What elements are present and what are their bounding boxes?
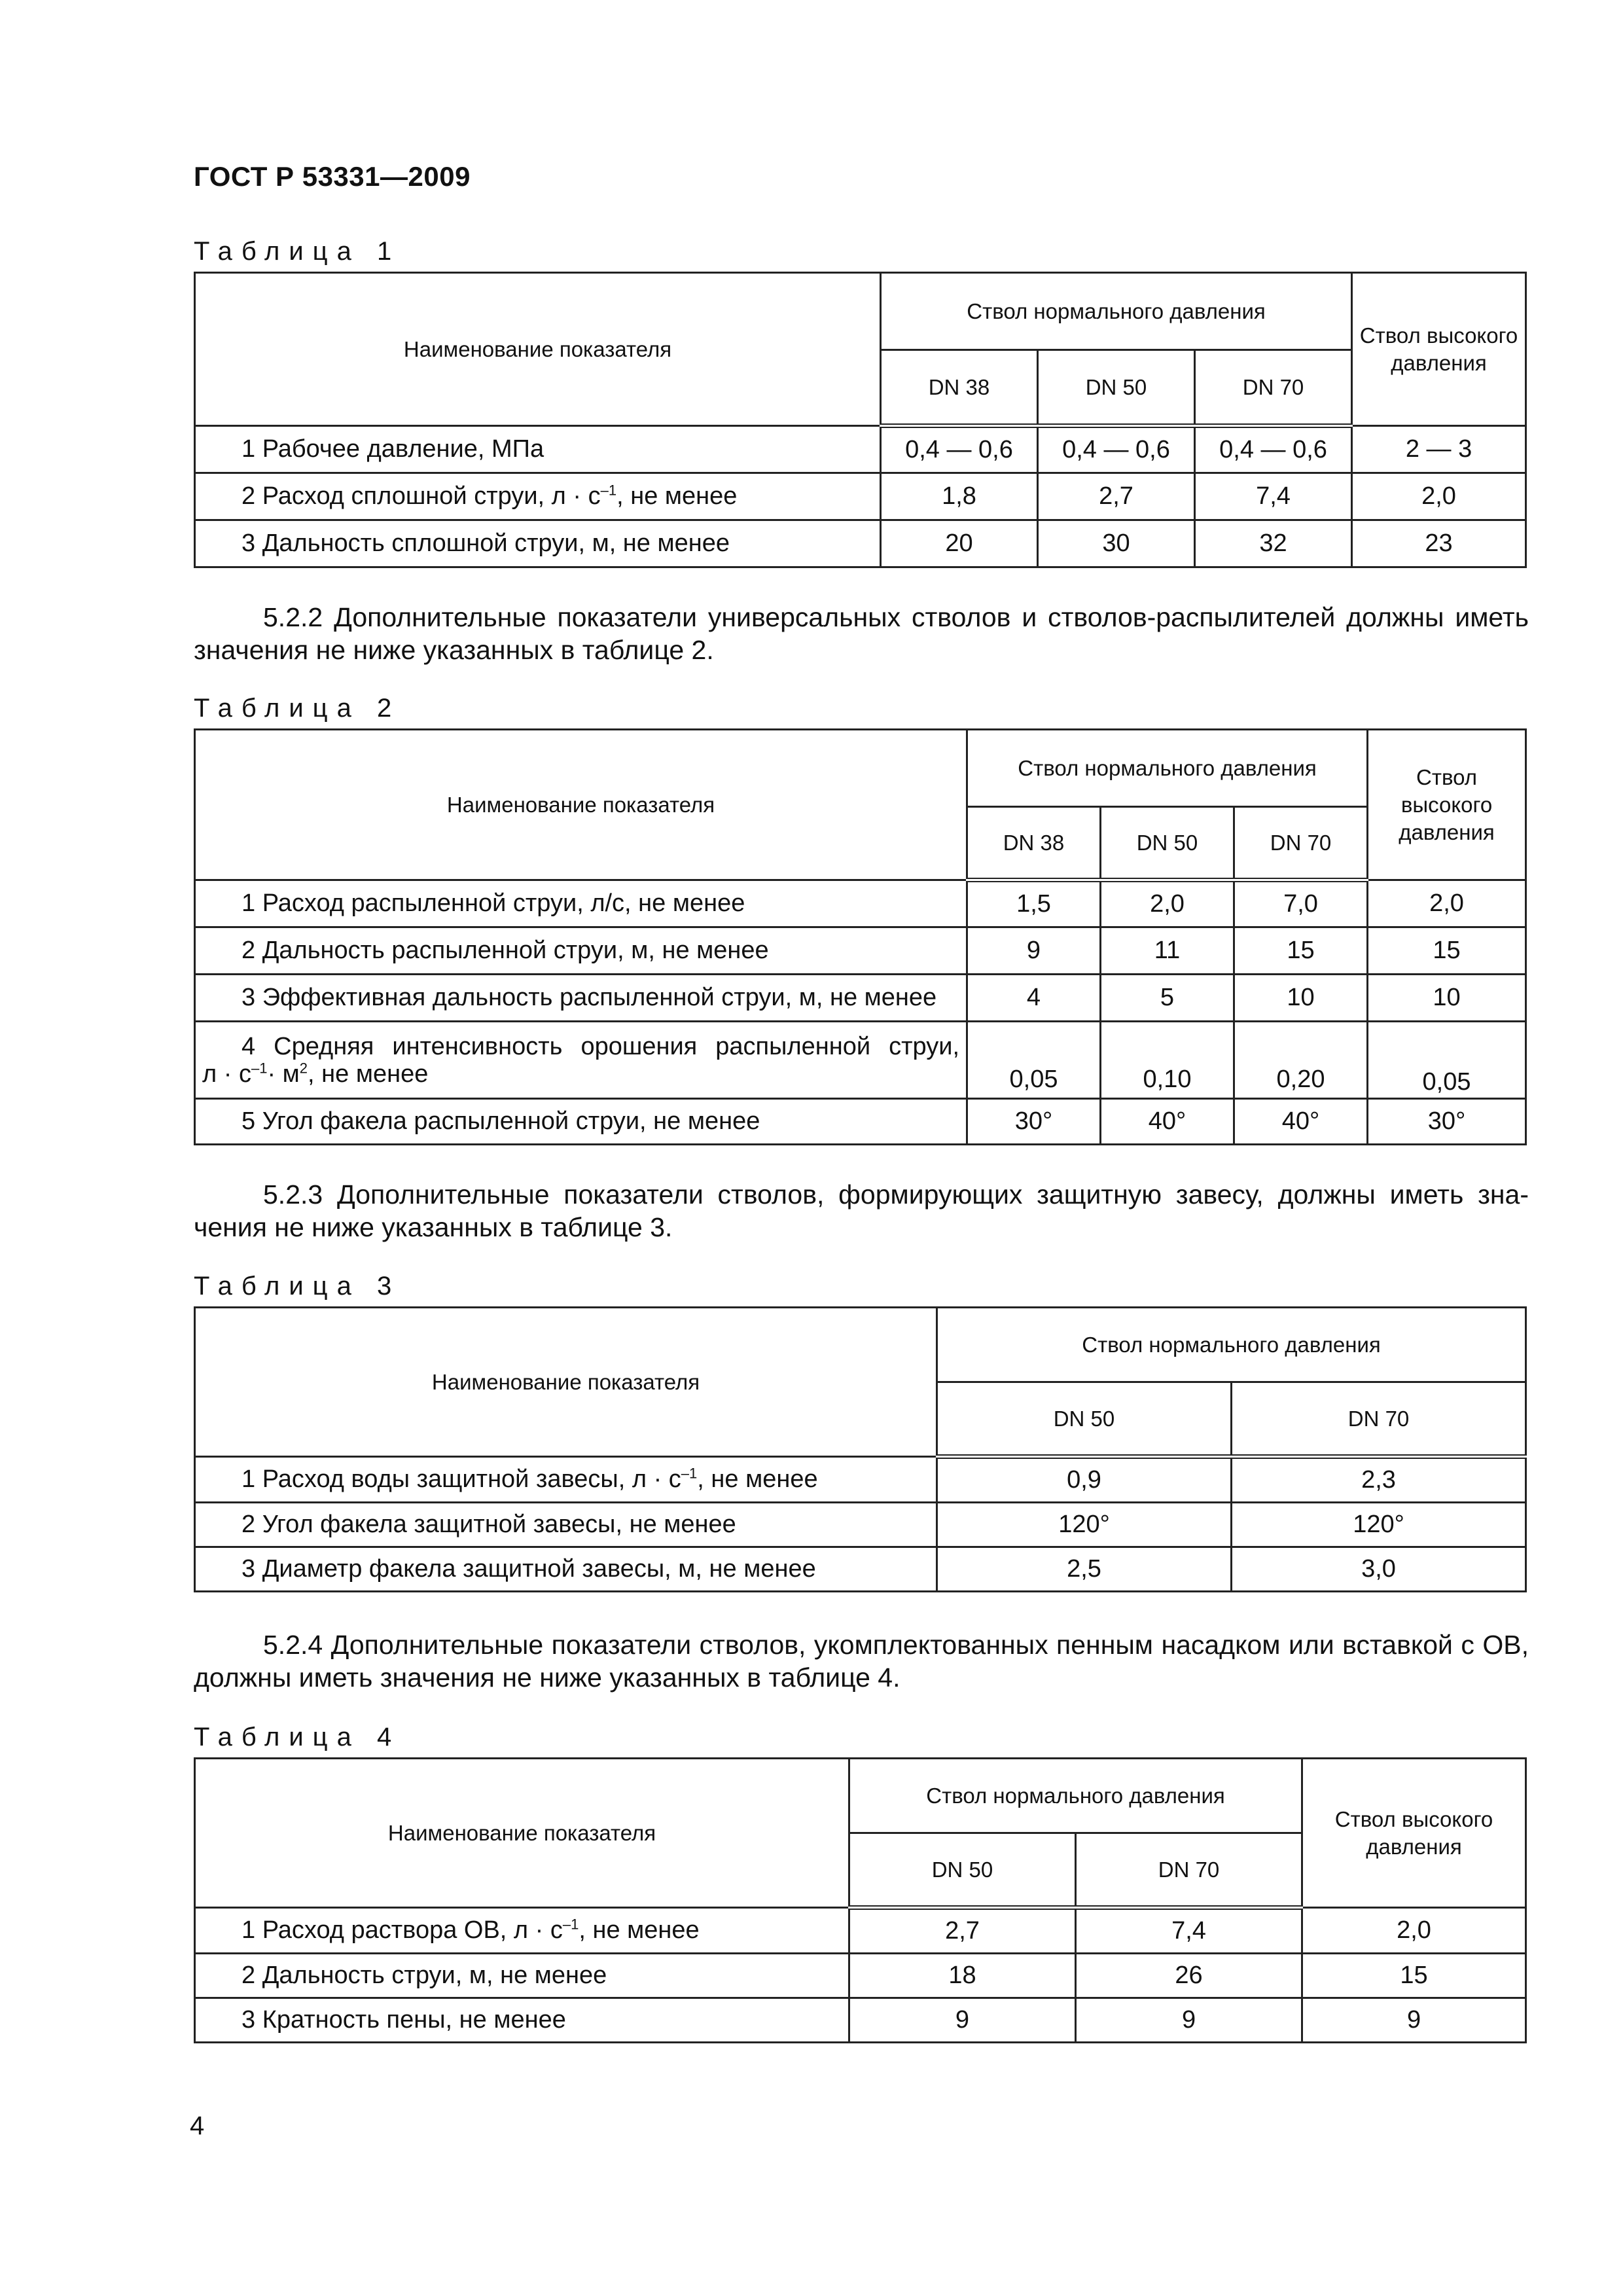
cell-value: 40° — [1101, 1099, 1234, 1145]
cell-value: 15 — [1368, 927, 1526, 975]
table-3-subheader: DN 50 — [937, 1382, 1232, 1457]
table-4-header-high: Ствол высокого давления — [1302, 1759, 1526, 1908]
cell-value: 23 — [1352, 520, 1526, 567]
table-2-caption: Таблица 2 — [194, 694, 401, 723]
table-3-header-name: Наименование показателя — [195, 1308, 937, 1457]
table-3-subheader: DN 70 — [1232, 1382, 1526, 1457]
cell-value: 0,10 — [1101, 1022, 1234, 1099]
table-4-subheader: DN 70 — [1076, 1833, 1302, 1908]
cell-value: 0,4 — 0,6 — [881, 426, 1038, 473]
row-label: 2 Дальность струи, м, не менее — [195, 1954, 849, 1998]
cell-value: 0,4 — 0,6 — [1195, 426, 1352, 473]
table-row — [195, 1099, 1526, 1145]
table-row — [195, 473, 1526, 520]
cell-value: 0,20 — [1234, 1022, 1368, 1099]
row-label: 3 Дальность сплошной струи, м, не менее — [195, 520, 881, 567]
table-row — [195, 520, 1526, 567]
cell-value: 40° — [1234, 1099, 1368, 1145]
row-label: 3 Диаметр факела защитной завесы, м, не менее — [195, 1547, 937, 1592]
cell-value: 120° — [937, 1503, 1232, 1547]
document-code: ГОСТ Р 53331—2009 — [194, 161, 471, 192]
cell-value: 7,4 — [1195, 473, 1352, 520]
cell-value: 2,3 — [1232, 1457, 1526, 1503]
cell-value: 7,4 — [1076, 1908, 1302, 1954]
cell-value: 2,0 — [1352, 473, 1526, 520]
cell-value: 1,5 — [967, 880, 1101, 927]
cell-value: 30 — [1038, 520, 1195, 567]
cell-value: 7,0 — [1234, 880, 1368, 927]
table-row — [195, 1022, 1526, 1099]
table-2 — [194, 728, 1527, 1145]
cell-value: 18 — [849, 1954, 1076, 1998]
cell-value: 2,0 — [1302, 1908, 1526, 1954]
table-row — [195, 880, 1526, 927]
table-1-header-high: Ствол высокого давления — [1352, 273, 1526, 426]
cell-value: 2,7 — [849, 1908, 1076, 1954]
table-2-header-high: Ствол высокого давления — [1368, 730, 1526, 880]
table-3 — [194, 1306, 1527, 1592]
cell-value: 2,7 — [1038, 473, 1195, 520]
table-3-caption: Таблица 3 — [194, 1272, 401, 1300]
paragraph-5-2-3: 5.2.3 Дополнительные показатели стволов, формирующих защитную завесу, должны иметь зна-чения не ниже указанных в таблице 3. — [194, 1179, 1529, 1242]
row-label: 1 Рабочее давление, МПа — [195, 426, 881, 473]
row-label: 3 Кратность пены, не менее — [195, 1998, 849, 2043]
paragraph-5-2-2: 5.2.2 Дополнительные показатели универсальных стволов и стволов-распылителей должны иметь значения не ниже указанных в таблице 2. — [194, 602, 1529, 665]
cell-value: 120° — [1232, 1503, 1526, 1547]
table-1-subheader: DN 38 — [881, 350, 1038, 426]
table-4-header-name: Наименование показателя — [195, 1759, 849, 1908]
row-label: 2 Дальность распыленной струи, м, не менее — [195, 927, 967, 975]
cell-value: 30° — [1368, 1099, 1526, 1145]
table-1-header-name: Наименование показателя — [195, 273, 881, 426]
table-row — [195, 975, 1526, 1022]
cell-value: 30° — [967, 1099, 1101, 1145]
cell-value: 15 — [1234, 927, 1368, 975]
table-3-header-group: Ствол нормального давления — [937, 1308, 1526, 1382]
table-row — [195, 1998, 1526, 2043]
cell-value: 9 — [967, 927, 1101, 975]
cell-value: 3,0 — [1232, 1547, 1526, 1592]
table-1-caption: Таблица 1 — [194, 237, 401, 266]
table-row — [195, 1503, 1526, 1547]
row-label: 3 Эффективная дальность распыленной струи, м, не менее — [195, 975, 967, 1022]
table-4 — [194, 1757, 1527, 2043]
table-row — [195, 1954, 1526, 1998]
row-label: 5 Угол факела распыленной струи, не менее — [195, 1099, 967, 1145]
table-2-subheader: DN 38 — [967, 807, 1101, 880]
table-row — [195, 1457, 1526, 1503]
cell-value: 9 — [849, 1998, 1076, 2043]
page-number: 4 — [190, 2111, 205, 2140]
cell-value: 15 — [1302, 1954, 1526, 1998]
table-2-header-group: Ствол нормального давления — [967, 730, 1368, 807]
table-1 — [194, 272, 1527, 568]
table-row — [195, 1908, 1526, 1954]
cell-value: 11 — [1101, 927, 1234, 975]
row-label: 1 Расход распыленной струи, л/с, не менее — [195, 880, 967, 927]
table-row — [195, 426, 1526, 473]
cell-value: 0,05 — [967, 1022, 1101, 1099]
cell-value: 10 — [1234, 975, 1368, 1022]
cell-value: 9 — [1076, 1998, 1302, 2043]
cell-value: 32 — [1195, 520, 1352, 567]
cell-value: 4 — [967, 975, 1101, 1022]
table-4-subheader: DN 50 — [849, 1833, 1076, 1908]
cell-value: 2,0 — [1101, 880, 1234, 927]
table-row — [195, 927, 1526, 975]
cell-value: 0,9 — [937, 1457, 1232, 1503]
table-4-caption: Таблица 4 — [194, 1723, 401, 1751]
cell-value: 2,5 — [937, 1547, 1232, 1592]
cell-value: 2 — 3 — [1352, 426, 1526, 473]
table-1-subheader: DN 70 — [1195, 350, 1352, 426]
cell-value: 0,05 — [1368, 1022, 1526, 1099]
table-1-header-group: Ствол нормального давления — [881, 273, 1352, 350]
row-label: 2 Угол факела защитной завесы, не менее — [195, 1503, 937, 1547]
table-1-subheader: DN 50 — [1038, 350, 1195, 426]
row-label: 1 Расход воды защитной завесы, $л \cdot с^{-1}$, не менее — [195, 1457, 937, 1503]
table-2-subheader: DN 70 — [1234, 807, 1368, 880]
cell-value: 9 — [1302, 1998, 1526, 2043]
cell-value: 26 — [1076, 1954, 1302, 1998]
row-label: 2 Расход сплошной струи, $л \cdot с^{-1}$, не менее — [195, 473, 881, 520]
cell-value: 1,8 — [881, 473, 1038, 520]
paragraph-5-2-4: 5.2.4 Дополнительные показатели стволов, укомплектованных пенным насадком или вставкой с ОВ, должны иметь значения не ниже указанных в таблице 4. — [194, 1630, 1529, 1693]
cell-value: 0,4 — 0,6 — [1038, 426, 1195, 473]
row-label: 1 Расход раствора ОВ, $л \cdot с^{-1}$, не менее — [195, 1908, 849, 1954]
row-label: 4 Средняя интенсивность орошения распыленной струи, $л \cdot с^{-1}\cdot м^2$, не менее — [195, 1022, 967, 1099]
cell-value: 2,0 — [1368, 880, 1526, 927]
table-4-header-group: Ствол нормального давления — [849, 1759, 1302, 1833]
table-2-header-name: Наименование показателя — [195, 730, 967, 880]
table-row — [195, 1547, 1526, 1592]
table-2-subheader: DN 50 — [1101, 807, 1234, 880]
cell-value: 5 — [1101, 975, 1234, 1022]
cell-value: 10 — [1368, 975, 1526, 1022]
cell-value: 20 — [881, 520, 1038, 567]
